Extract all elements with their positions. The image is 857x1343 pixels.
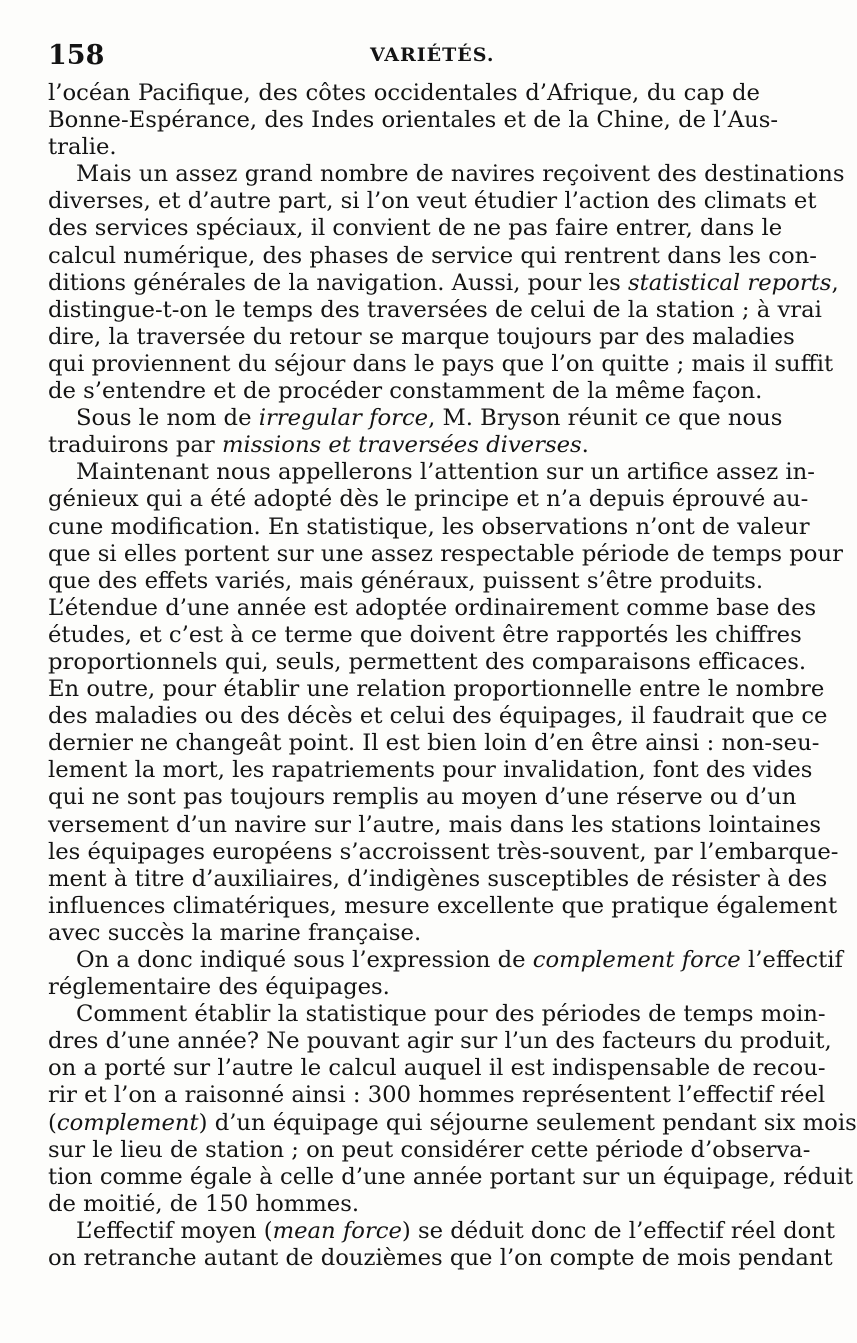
- text-line: [48, 974, 760, 1001]
- text-line: [48, 242, 817, 270]
- text-line: [48, 161, 845, 188]
- text-line: [48, 513, 810, 541]
- text-run: calcul numérique, des phases de service qui rentrent dans les con-: [48, 242, 817, 269]
- text-run: de s’entendre et de procéder constamment de la même façon.: [48, 378, 763, 405]
- text-line: [48, 1028, 832, 1055]
- text-run: avec succès la marine française.: [48, 919, 422, 946]
- text-line: [48, 188, 817, 215]
- text-run: L’étendue d’une année est adoptée ordinairement comme base des: [48, 594, 817, 621]
- text-run: l’effectif: [740, 947, 843, 973]
- text-run: qui proviennent du séjour dans le pays que l’on quitte ; mais il suffit: [48, 350, 834, 377]
- text-line: [48, 757, 813, 784]
- text-line: [48, 1001, 826, 1028]
- paragraph: [48, 947, 843, 1001]
- text-run: ditions générales de la navigation. Aussi, pour les: [48, 269, 629, 296]
- text-run: lement la mort, les rapatriements pour invalidation, font des vides: [48, 757, 813, 784]
- text-run: Comment établir la statistique pour des périodes de temps moin-: [76, 1001, 826, 1028]
- text-run: ,: [831, 269, 839, 296]
- text-line: [48, 784, 797, 811]
- text-line: [48, 269, 839, 297]
- text-line: [48, 621, 802, 649]
- text-line: [48, 1136, 811, 1164]
- text-line: [48, 1082, 826, 1109]
- text-run: influences climatériques, mesure excellente que pratique également: [48, 892, 838, 919]
- text-line: [48, 323, 795, 351]
- text-line: [48, 486, 809, 513]
- paragraph: [48, 80, 779, 161]
- paragraph: [48, 161, 845, 405]
- body-text: [48, 80, 857, 1272]
- text-run: , M. Bryson réunit ce que nous: [428, 405, 783, 432]
- text-line: [48, 865, 828, 893]
- text-line: [48, 296, 822, 324]
- text-line: [48, 594, 817, 622]
- text-run: Sous le nom de: [76, 405, 259, 432]
- text-run: dres d’une année? Ne pouvant agir sur l’un des facteurs du produit,: [48, 1028, 832, 1055]
- text-run: .: [581, 432, 589, 459]
- text-run: Mais un assez grand nombre de navires reçoivent des destinations: [76, 161, 845, 188]
- text-run: dire, la traversée du retour se marque toujours par des maladies: [48, 323, 795, 350]
- text-line: [48, 459, 815, 486]
- paragraph: [48, 1001, 857, 1218]
- text-run: (: [48, 1109, 57, 1136]
- text-run: des maladies ou des décès et celui des équipages, il faudrait que ce: [48, 703, 828, 730]
- text-run: tion comme égale à celle d’une année portant sur un équipage, réduit: [48, 1163, 854, 1190]
- text-line: [48, 1217, 836, 1245]
- paragraph: [48, 459, 843, 947]
- text-run: sur le lieu de station ; on peut considérer cette période d’observa-: [48, 1136, 811, 1163]
- text-line: [48, 730, 820, 757]
- page-header: [48, 40, 752, 74]
- text-line: [48, 378, 763, 405]
- text-line: [48, 1245, 833, 1272]
- text-run: des services spéciaux, il convient de ne pas faire entrer, dans le: [48, 215, 783, 242]
- text-run: tralie.: [48, 134, 117, 161]
- running-title: VARIÉTÉS.: [370, 44, 495, 66]
- text-line: [48, 540, 843, 568]
- text-line: [48, 405, 783, 432]
- text-line: [48, 1055, 826, 1082]
- text-run: études, et c’est à ce terme que doivent être rapportés les chiffres: [48, 621, 802, 648]
- text-run: cune modification. En statistique, les observations n’ont de valeur: [48, 513, 810, 540]
- paragraph: [48, 405, 783, 459]
- text-run: que si elles portent sur une assez respectable période de temps pour: [48, 540, 843, 567]
- paragraph: [48, 1217, 836, 1272]
- text-run: réglementaire des équipages.: [48, 974, 390, 1001]
- text-line: [48, 134, 760, 161]
- text-run: que des effets variés, mais généraux, puissent s’être produits.: [48, 567, 764, 594]
- text-run: Bonne-Espérance, des Indes orientales et de la Chine, de l’Aus-: [48, 107, 779, 134]
- text-line: [48, 892, 838, 920]
- text-line: [48, 676, 825, 703]
- text-line: [48, 432, 760, 459]
- text-run: de moitié, de 150 hommes.: [48, 1190, 360, 1217]
- text-run: traduirons par: [48, 432, 222, 459]
- text-run: ment à titre d’auxiliaires, d’indigènes susceptibles de résister à des: [48, 865, 828, 892]
- italic-run: missions et traversées diverses: [221, 432, 582, 459]
- text-run: distingue-t-on le temps des traversées de celui de la station ; à vrai: [48, 296, 822, 323]
- italic-run: complement force: [532, 947, 741, 973]
- text-line: [48, 567, 764, 595]
- text-line: [48, 811, 821, 839]
- text-run: L’effectif moyen (: [76, 1217, 273, 1244]
- text-line: [48, 838, 839, 866]
- text-run: versement d’un navire sur l’autre, mais dans les stations lointaines: [48, 811, 821, 838]
- text-run: diverses, et d’autre part, si l’on veut étudier l’action des climats et: [48, 188, 817, 215]
- text-line: [48, 947, 843, 974]
- italic-run: complement: [56, 1109, 199, 1136]
- text-run: génieux qui a été adopté dès le principe et n’a depuis éprouvé au-: [48, 486, 809, 513]
- text-run: ) se déduit donc de l’effectif réel dont: [401, 1217, 836, 1244]
- text-line: [48, 1109, 857, 1137]
- text-line: [48, 80, 760, 107]
- text-line: [48, 648, 807, 676]
- text-line: [48, 703, 828, 730]
- text-run: En outre, pour établir une relation proportionnelle entre le nombre: [48, 676, 825, 703]
- text-run: on a porté sur l’autre le calcul auquel il est indispensable de recou-: [48, 1055, 826, 1082]
- text-line: [48, 350, 834, 378]
- text-line: [48, 107, 779, 134]
- text-run: Maintenant nous appellerons l’attention sur un artifice assez in-: [76, 459, 815, 486]
- page-number: 158: [48, 40, 105, 71]
- text-line: [48, 1163, 854, 1191]
- text-line: [48, 1191, 760, 1218]
- text-run: proportionnels qui, seuls, permettent des comparaisons efficaces.: [48, 648, 807, 675]
- text-line: [48, 215, 783, 242]
- text-run: rir et l’on a raisonné ainsi : 300 hommes représentent l’effectif réel: [48, 1082, 826, 1109]
- text-line: [48, 920, 760, 947]
- text-run: l’océan Pacifique, des côtes occidentales d’Afrique, du cap de: [48, 80, 760, 106]
- text-run: qui ne sont pas toujours remplis au moyen d’une réserve ou d’un: [48, 784, 797, 811]
- italic-run: statistical reports: [628, 269, 832, 296]
- italic-run: irregular force: [258, 405, 429, 432]
- text-run: les équipages européens s’accroissent très-souvent, par l’embarque-: [48, 838, 839, 865]
- text-run: ) d’un équipage qui séjourne seulement pendant six mois: [198, 1109, 857, 1136]
- italic-run: mean force: [272, 1217, 402, 1244]
- text-run: on retranche autant de douzièmes que l’on compte de mois pendant: [48, 1245, 833, 1272]
- text-run: On a donc indiqué sous l’expression de: [76, 947, 533, 973]
- text-run: dernier ne changeât point. Il est bien loin d’en être ainsi : non-seu-: [48, 730, 820, 757]
